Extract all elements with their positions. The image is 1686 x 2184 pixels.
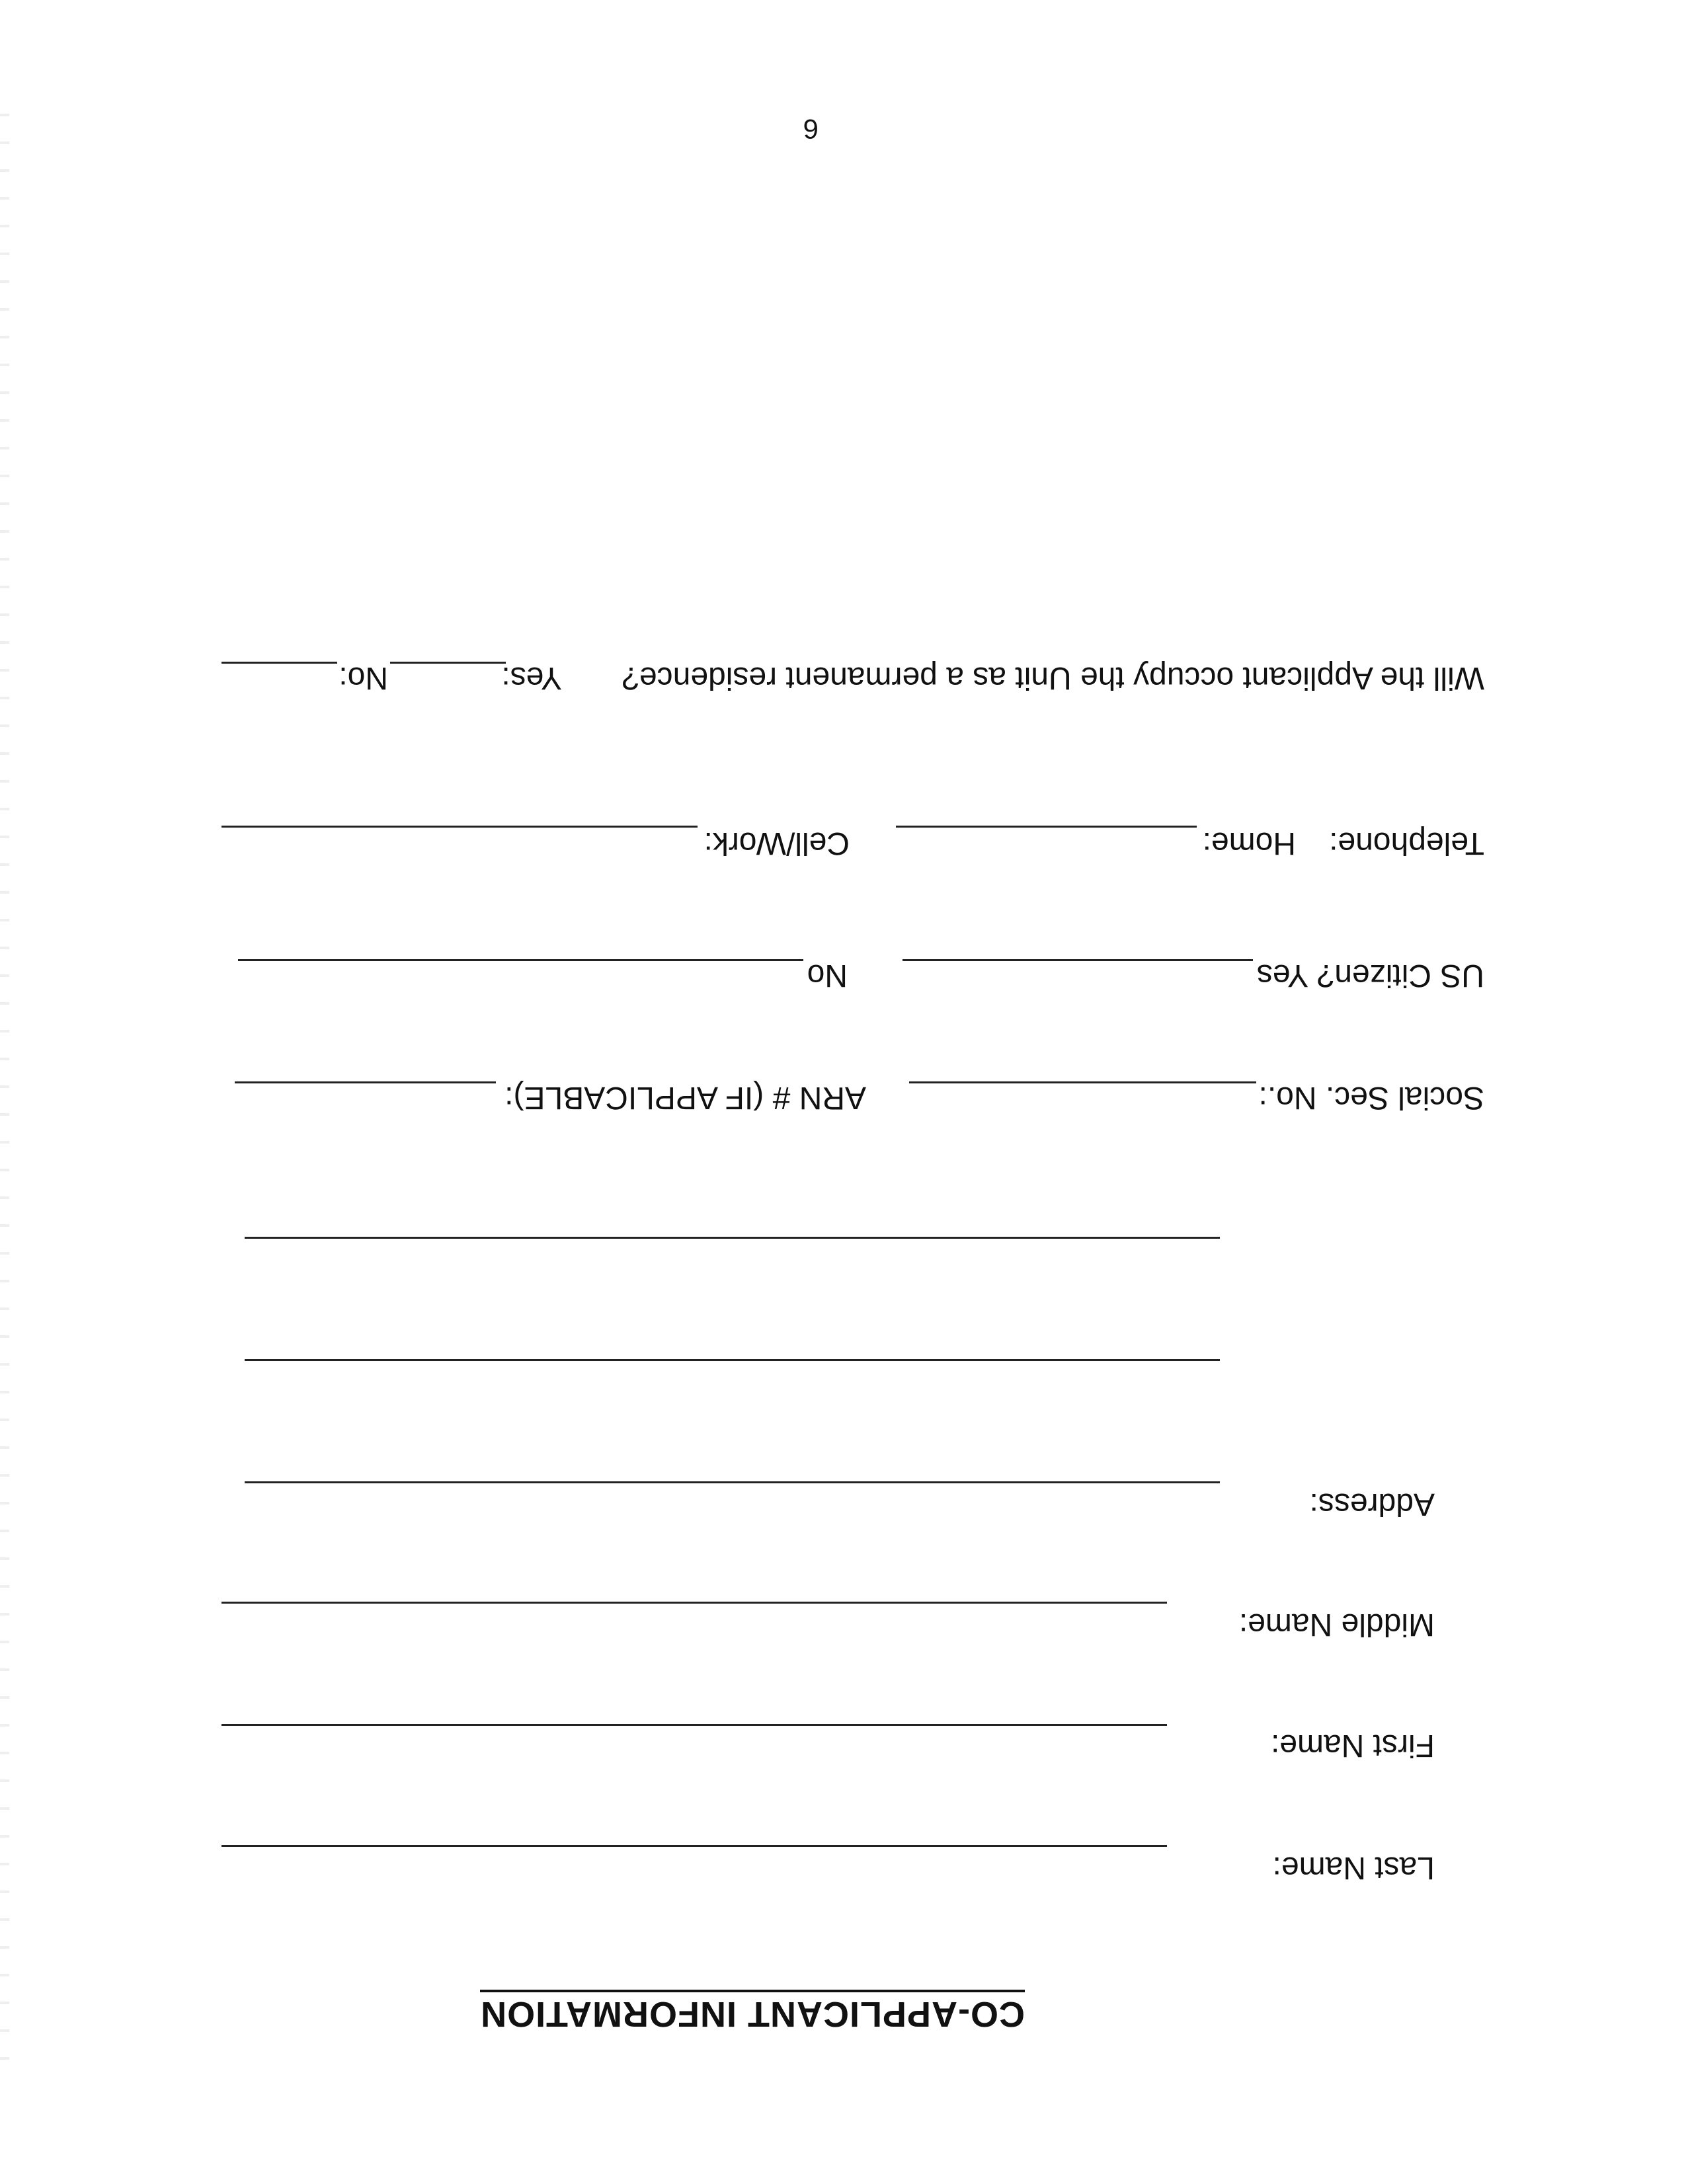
residence-no-field[interactable] [221,662,337,664]
us-citizen-no-field[interactable] [238,959,803,961]
address-line-3[interactable] [245,1237,1220,1239]
social-sec-field[interactable] [909,1081,1256,1083]
residence-yes-field[interactable] [390,662,506,664]
section-title: CO-APPLICANT INFORMATION [480,1990,1025,2032]
us-citizen-no-label: No [807,958,848,993]
first-name-field[interactable] [221,1724,1167,1726]
address-line-2[interactable] [245,1359,1220,1361]
residence-no-label: No: [339,660,388,695]
arn-field[interactable] [235,1081,496,1083]
page-number: 6 [803,114,819,145]
arn-label: ARN # (IF APPLICABLE): [504,1080,866,1115]
cell-work-phone-field[interactable] [221,826,698,828]
address-line-1[interactable] [245,1481,1220,1483]
first-name-label: First Name: [1270,1728,1435,1763]
scan-edge-artifact [0,102,9,2085]
home-phone-field[interactable] [896,826,1197,828]
address-label: Address: [1309,1487,1435,1522]
us-citizen-yes-field[interactable] [903,959,1253,961]
home-label: Home: [1202,826,1296,861]
us-citizen-label: US Citizen? Yes [1256,958,1484,993]
permanent-residence-question: Will the Applicant occupy the Unit as a permanent residence? [622,660,1484,695]
social-sec-label: Social Sec. No.: [1258,1080,1484,1115]
cell-work-label: Cell/Work: [703,826,850,861]
last-name-label: Last Name: [1272,1850,1435,1885]
telephone-label: Telephone: [1329,826,1484,861]
last-name-field[interactable] [221,1845,1167,1847]
middle-name-field[interactable] [221,1602,1167,1604]
middle-name-label: Middle Name: [1238,1607,1435,1642]
residence-yes-label: Yes: [501,660,562,695]
